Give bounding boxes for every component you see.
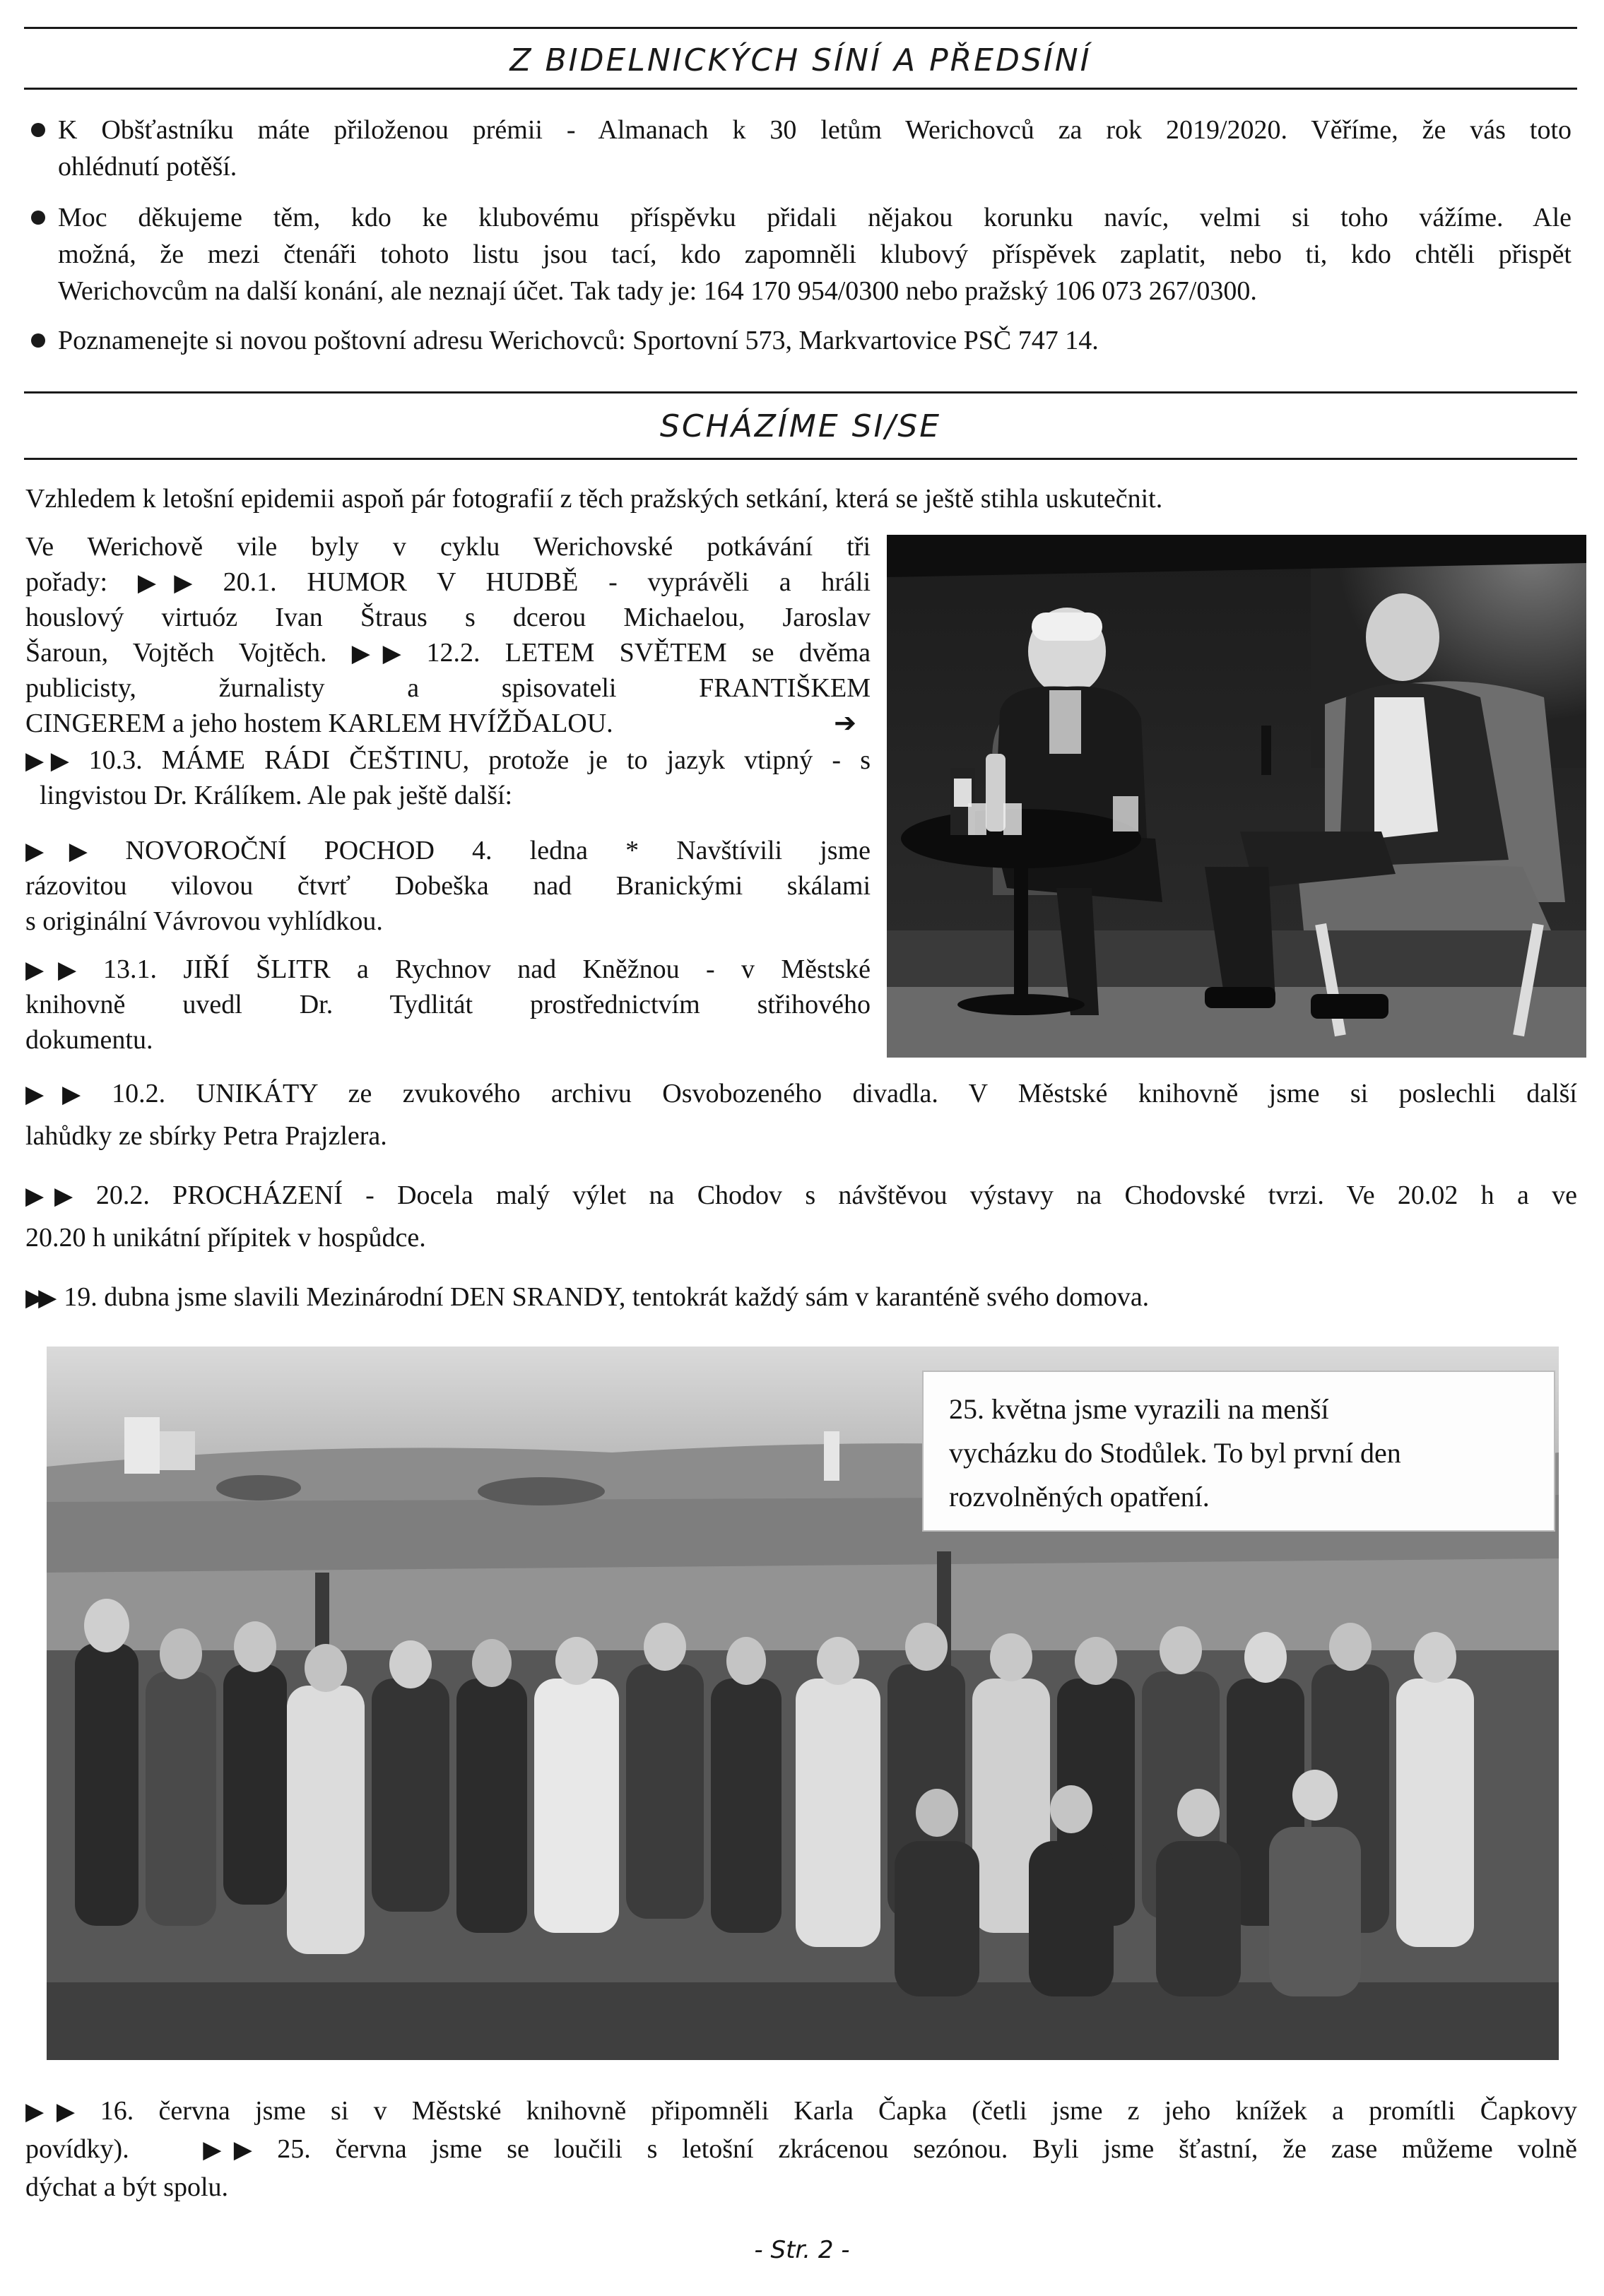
p1-line-8: lingvistou Dr. Králíkem. Ale pak ještě další: [40,781,513,810]
bullet-3-line-1: Poznamenejte si novou poštovní adresu Werichovců: Sportovní 573, Markvartovice PSČ 747 14. [31,322,1571,359]
p7-line-2: povídky). ▶▶ 25. června jsme se loučili s letošní zkrácenou sezónou. Byli jsme šťastní, že zase můžeme volně [25,2134,1578,2164]
double-arrow-icon: ▶▶ [25,839,113,865]
top-rule [24,27,1577,29]
bullet-2-line-2: možná, že mezi čtenáři tohoto listu jsou tací, kdo zapomněli klubový příspěvek zaplatit, nebo ti, kdo chtěli přispět [58,239,1571,269]
p2-line-3: s originální Vávrovou vyhlídkou. [25,906,383,936]
photo-talk-show [887,535,1586,1058]
double-arrow-icon: ▶▶ [25,957,90,983]
section-2-rule [24,391,1577,393]
double-arrow-icon: ▶▶ [25,748,76,774]
p1-line-5: publicisty, žurnalisty a spisovateli FRANTIŠKEM [25,673,871,703]
p7-line-1: ▶▶ 16. června jsme si v Městské knihovně připomněli Karla Čapka (četli jsme z jeho knížek a promítli Čapkovy [25,2096,1577,2126]
section-heading-1: Z BIDELNICKÝCH SÍNÍ A PŘEDSÍNÍ [509,42,1092,78]
right-arrow-icon: ➔ [834,709,856,738]
p7-line-3: dýchat a být spolu. [25,2172,229,2202]
double-arrow-icon: ▶▶ [25,1183,83,1209]
p2-line-1: ▶▶ NOVOROČNÍ POCHOD 4. ledna * Navštívili jsme [25,836,871,865]
double-arrow-icon: ▶▶ [25,1285,52,1311]
bullet-2-line-1: Moc děkujeme těm, kdo ke klubovému příspěvku přidali nějakou korunku navíc, velmi si toho vážíme. Ale [31,199,1571,236]
double-arrow-icon: ▶▶ [137,570,211,596]
double-arrow-icon: ▶▶ [25,2099,88,2125]
p1-line-3: houslový virtuóz Ivan Štraus s dcerou Michaelou, Jaroslav [25,603,871,632]
double-arrow-icon: ▶▶ [351,641,414,667]
caption-line-2: vycházku do Stodůlek. To byl první den [949,1437,1401,1469]
p3-line-3: dokumentu. [25,1025,153,1055]
caption-line-3: rozvolněných opatření. [949,1481,1210,1513]
double-arrow-icon: ▶▶ [25,1082,100,1108]
bullet-2-line-3: Werichovcům na další konání, ale neznají účet. Tak tady je: 164 170 954/0300 nebo pražský 106 073 267/0300. [58,276,1257,306]
bullet-1-line-2: ohlédnutí potěší. [58,152,237,182]
section-heading-2: SCHÁZÍME SI/SE [659,408,942,444]
caption-line-1: 25. května jsme vyrazili na menší [949,1393,1329,1425]
bullet-icon [31,333,45,348]
intro-text: Vzhledem k letošní epidemii aspoň pár fotografií z těch pražských setkání, která se ještě stihla uskutečnit. [25,484,1163,514]
p6-line-1: ▶▶ 19. dubna jsme slavili Mezinárodní DEN SRANDY, tentokrát každý sám v karanténě svého domova. [25,1282,1150,1312]
p1-line-6: CINGEREM a jeho hostem KARLEM HVÍŽĎALOU. ➔ [25,705,871,742]
bullet-icon [31,211,45,225]
bullet-icon [31,123,45,137]
page-number: - Str. 2 - [754,2236,850,2264]
heading-1-underline [24,88,1577,90]
p5-line-2: 20.20 h unikátní přípitek v hospůdce. [25,1223,426,1253]
p3-line-1: ▶▶ 13.1. JIŘÍ ŠLITR a Rychnov nad Kněžnou - v Městské [25,954,871,984]
p2-line-2: rázovitou vilovou čtvrť Dobeška nad Branickými skálami [25,871,871,901]
p3-line-2: knihovně uvedl Dr. Tydlitát prostřednictvím střihového [25,990,871,1019]
p1-line-4: Šaroun, Vojtěch Vojtěch. ▶▶ 12.2. LETEM SVĚTEM se dvěma [25,638,871,668]
heading-2-underline [24,458,1577,460]
p1-line-2: pořady: ▶▶ 20.1. HUMOR V HUDBĚ - vyprávěli a hráli [25,567,871,597]
double-arrow-icon: ▶▶ [203,2137,265,2163]
p4-line-2: lahůdky ze sbírky Petra Prajzlera. [25,1121,387,1151]
p4-line-1: ▶▶ 10.2. UNIKÁTY ze zvukového archivu Osvobozeného divadla. V Městské knihovně jsme si poslechli další [25,1079,1577,1108]
p1-line-1: Ve Werichově vile byly v cyklu Werichovské potkávání tři [25,532,871,562]
photo-caption-box [922,1371,1555,1532]
p5-line-1: ▶▶ 20.2. PROCHÁZENÍ - Docela malý výlet na Chodov s návštěvou výstavy na Chodovské tvrzi. Ve 20.02 h a ve [25,1180,1578,1210]
p1-line-7: ▶▶ 10.3. MÁME RÁDI ČEŠTINU, protože je to jazyk vtipný - s [25,745,871,775]
bullet-1-line-1: K Obšťastníku máte přiloženou prémii - Almanach k 30 letům Werichovců za rok 2019/2020. Věříme, že vás toto [31,112,1571,148]
